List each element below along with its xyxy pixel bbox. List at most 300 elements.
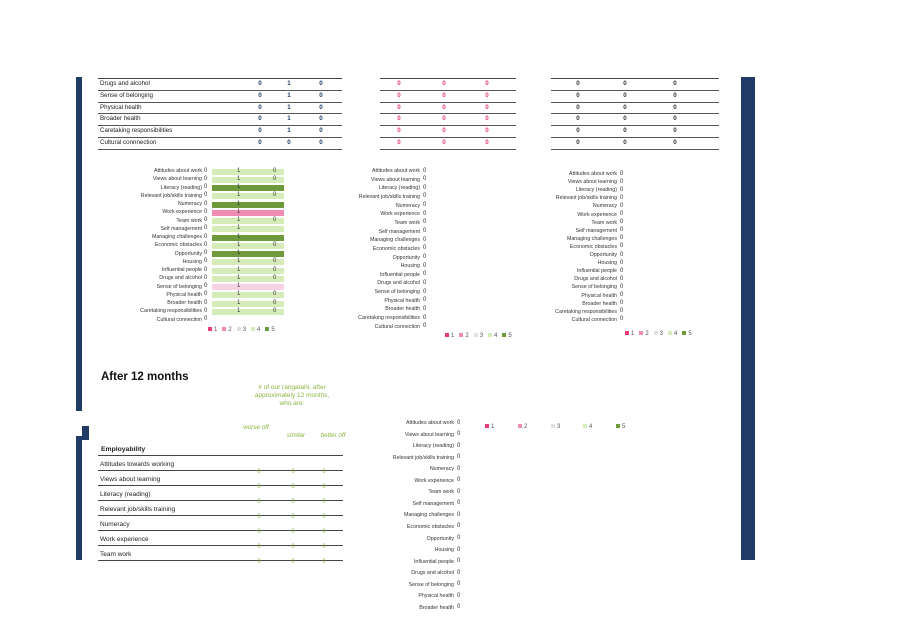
legend-label: 3 [659, 331, 664, 337]
top-table-2 [380, 78, 516, 150]
row-value: 0 [485, 103, 489, 111]
category-label: Economic obstacles [569, 243, 617, 250]
right-value-label: 0 [273, 274, 277, 281]
category-label: Managing challenges [369, 237, 420, 244]
left-value-label: 0 [457, 558, 461, 565]
category-label: Numeracy [177, 201, 202, 207]
category-label: Relevant job/skills training [555, 195, 617, 202]
row-value: 0 [397, 103, 401, 111]
table-row [551, 79, 719, 91]
category-label: Opportunity [589, 252, 617, 258]
row-value: 0 [485, 80, 489, 87]
left-value-label: 0 [457, 535, 461, 541]
row-value: 0 [485, 138, 489, 146]
left-value-label: 0 [457, 488, 461, 495]
legend-swatch [459, 333, 463, 337]
table-row [98, 91, 342, 103]
bar-value-label: 1 [237, 299, 241, 306]
category-label: Work experience [414, 477, 454, 484]
category-label: Self management [378, 228, 420, 235]
legend-label: 5 [508, 333, 512, 339]
row-value: 0 [258, 115, 262, 123]
category-label: Economic obstacles [372, 245, 420, 252]
row-value: 0 [319, 103, 323, 111]
category-label: Managing challenges [151, 234, 202, 240]
chart-1 [95, 168, 295, 338]
row-value: 0 [322, 499, 326, 505]
table-row [551, 103, 719, 115]
row-value: 0 [257, 484, 261, 490]
left-value-label: 0 [457, 431, 461, 438]
bar-value-label: 1 [237, 167, 241, 174]
category-label: Self management [412, 500, 454, 507]
legend-label: 2 [645, 331, 649, 337]
legend-label: 3 [479, 333, 484, 339]
chart-bar [212, 235, 284, 241]
row-value: 0 [291, 559, 295, 565]
left-value-label: 0 [423, 219, 427, 226]
row-value: 0 [257, 529, 261, 535]
left-value-label: 0 [204, 283, 208, 289]
row-value: 0 [397, 91, 401, 99]
row-label: Numeracy [100, 521, 130, 528]
legend-item [546, 424, 560, 430]
left-value-label: 0 [620, 283, 624, 290]
right-value-label: 0 [273, 266, 277, 273]
category-label: Broader health [419, 604, 454, 611]
row-value: 0 [397, 115, 401, 123]
row-label: Broader health [100, 115, 141, 123]
row-value: 0 [673, 138, 677, 146]
left-value-label: 0 [457, 604, 461, 611]
row-value: 0 [442, 103, 446, 111]
category-label: Managing challenges [566, 235, 617, 242]
row-value: 0 [319, 115, 323, 123]
row-value: 1 [287, 91, 291, 99]
category-label: Housing [597, 260, 617, 267]
bar-value-label: 1 [237, 175, 241, 182]
legend-swatch [518, 424, 522, 428]
category-label: Broader health [167, 300, 202, 306]
left-value-label: 0 [457, 442, 461, 449]
row-value: 0 [258, 103, 262, 111]
left-value-label: 0 [620, 275, 624, 282]
legend-swatch [445, 333, 449, 337]
legend-swatch [237, 327, 241, 331]
legend-swatch [616, 424, 620, 428]
category-label: Cultural connection [571, 316, 617, 323]
left-value-label: 0 [204, 299, 208, 306]
category-label: Sense of belonging [374, 289, 420, 296]
category-label: Work experience [162, 209, 202, 216]
row-value: 0 [322, 529, 326, 535]
bar-value-label: 1 [237, 208, 241, 215]
table-row [551, 91, 719, 103]
right-accent-bar [741, 77, 755, 560]
row-value: 0 [258, 91, 262, 99]
chart-bar [212, 210, 284, 216]
left-value-label: 0 [457, 465, 461, 472]
row-value: 0 [319, 127, 323, 135]
left-value-label: 0 [620, 178, 624, 185]
row-value: 0 [442, 80, 446, 87]
category-label: Physical health [166, 291, 202, 298]
row-value: 0 [287, 138, 291, 146]
bar-value-label: 1 [237, 241, 241, 248]
left-value-label: 0 [423, 202, 427, 209]
table-row [551, 138, 719, 150]
row-value: 0 [623, 80, 627, 87]
legend-label: 5 [688, 331, 692, 337]
left-value-label: 0 [204, 307, 208, 314]
legend-swatch [639, 331, 643, 335]
category-label: Views about learning [152, 176, 202, 183]
table-row [551, 126, 719, 138]
left-value-label: 0 [204, 184, 208, 190]
table-row [98, 516, 343, 535]
row-value: 0 [257, 559, 261, 565]
bar-value-label: 1 [237, 225, 241, 232]
category-label: Influential people [379, 271, 420, 278]
legend-swatch [502, 333, 506, 337]
legend-swatch [474, 333, 478, 337]
left-value-label: 0 [423, 323, 427, 330]
legend-label: 5 [271, 327, 275, 333]
legend-label: 1 [491, 424, 495, 430]
left-value-label: 0 [423, 297, 427, 304]
row-value: 0 [485, 127, 489, 135]
category-label: Economic obstacles [154, 242, 202, 249]
left-value-label: 0 [423, 254, 427, 260]
left-value-label: 0 [620, 316, 624, 323]
left-value-label: 0 [457, 581, 461, 588]
table-row [98, 501, 343, 520]
table-row [98, 138, 342, 150]
row-label: Views about learning [100, 476, 161, 483]
chart-legend [620, 331, 692, 337]
right-value-label: 0 [273, 167, 277, 174]
bar-value-label: 1 [237, 307, 241, 314]
left-value-label: 0 [620, 211, 624, 217]
left-value-label: 0 [620, 202, 624, 209]
row-value: 0 [257, 469, 261, 475]
top-table-1 [98, 78, 342, 150]
table-row [98, 126, 342, 138]
category-label: Cultural connection [156, 316, 202, 323]
left-value-label: 0 [457, 477, 461, 484]
category-label: Economic obstacles [406, 523, 454, 530]
section-heading: After 12 months [101, 371, 189, 383]
left-value-label: 0 [423, 305, 427, 312]
row-value: 0 [576, 80, 580, 87]
left-value-label: 0 [423, 167, 427, 174]
legend-label: 3 [557, 424, 561, 430]
right-value-label: 0 [273, 299, 277, 306]
category-label: Numeracy [429, 466, 454, 473]
left-value-label: 0 [204, 225, 208, 232]
right-value-label: 0 [273, 192, 277, 199]
chart-2 [345, 168, 545, 343]
category-label: Relevant job/skills training [392, 454, 454, 461]
left-accent-bar-bottom [76, 436, 82, 560]
left-value-label: 0 [620, 300, 624, 307]
category-label: Housing [400, 263, 420, 270]
category-label: Opportunity [392, 254, 420, 261]
legend-label: 1 [214, 327, 218, 333]
legend-label: 4 [674, 331, 678, 337]
left-value-label: 0 [620, 251, 624, 258]
right-value-label: 0 [273, 291, 277, 298]
left-value-label: 0 [204, 217, 208, 223]
category-label: Managing challenges [403, 512, 454, 519]
legend-swatch [654, 331, 658, 335]
top-table-3 [551, 78, 719, 150]
row-value: 0 [322, 559, 326, 565]
category-label: Sense of belonging [408, 581, 454, 588]
left-value-label: 0 [204, 241, 208, 248]
right-value-label: 0 [273, 258, 277, 265]
category-label: Work experience [380, 211, 420, 218]
row-value: 0 [673, 103, 677, 111]
row-value: 0 [623, 138, 627, 146]
legend-label: 2 [465, 333, 469, 339]
category-label: Relevant job/skills training [358, 193, 420, 200]
table-row [98, 486, 343, 505]
category-label: Literacy (reading) [412, 443, 454, 450]
left-value-label: 0 [457, 419, 461, 426]
category-label: Drugs and alcohol [411, 570, 454, 577]
row-value: 0 [623, 91, 627, 99]
category-label: Drugs and alcohol [574, 276, 617, 283]
left-value-label: 0 [423, 279, 427, 286]
legend-swatch [488, 333, 492, 337]
row-value: 0 [322, 469, 326, 475]
left-value-label: 0 [204, 266, 208, 273]
row-value: 0 [322, 484, 326, 490]
left-value-label: 0 [457, 511, 461, 518]
left-value-label: 0 [423, 288, 427, 295]
legend-swatch [208, 327, 212, 331]
left-value-label: 0 [620, 292, 624, 298]
chart-4 [375, 420, 575, 630]
left-value-label: 0 [620, 267, 624, 274]
chart-bar [212, 226, 284, 232]
row-value: 0 [257, 499, 261, 505]
row-label: Drugs and alcohol [100, 80, 150, 87]
left-value-label: 0 [204, 291, 208, 298]
left-value-label: 0 [204, 258, 208, 265]
row-value: 0 [319, 91, 323, 99]
category-label: Housing [434, 547, 454, 554]
row-value: 0 [258, 80, 262, 87]
left-value-label: 0 [620, 243, 624, 250]
left-value-label: 0 [204, 208, 208, 215]
table-row [98, 103, 342, 115]
table-row [380, 79, 516, 91]
row-value: 0 [257, 544, 261, 550]
category-label: Housing [182, 258, 202, 265]
table-row [380, 114, 516, 126]
category-label: Team work [591, 219, 617, 226]
left-value-label: 0 [620, 219, 624, 226]
table-row [380, 103, 516, 115]
category-label: Relevant job/skills training [140, 192, 202, 199]
bar-value-label: 1 [237, 192, 241, 199]
left-value-label: 0 [620, 186, 624, 193]
col-worse-off: worse off [243, 424, 269, 431]
category-label: Drugs and alcohol [159, 275, 202, 282]
section-note: # of our rangatahi, after approximately 12 months, who are: [254, 384, 330, 407]
row-value: 0 [397, 138, 401, 146]
legend-swatch [668, 331, 672, 335]
left-value-label: 0 [204, 167, 208, 174]
row-value: 0 [576, 91, 580, 99]
category-label: Opportunity [426, 535, 454, 542]
chart-legend [203, 327, 275, 333]
category-label: Self management [160, 225, 202, 232]
left-value-label: 0 [423, 210, 427, 217]
category-label: Team work [428, 489, 454, 496]
category-label: Work experience [577, 211, 617, 218]
row-value: 0 [623, 127, 627, 135]
category-label: Numeracy [592, 203, 617, 210]
row-value: 0 [291, 514, 295, 520]
left-value-label: 0 [204, 250, 208, 256]
category-label: Numeracy [395, 202, 420, 209]
right-value-label: 0 [273, 217, 277, 223]
table-row [98, 114, 342, 126]
right-value-label: 0 [273, 241, 277, 248]
row-value: 0 [576, 138, 580, 146]
row-value: 0 [485, 115, 489, 123]
row-value: 0 [319, 80, 323, 87]
category-label: Influential people [413, 558, 454, 565]
category-label: Physical health [384, 297, 420, 304]
row-value: 0 [258, 138, 262, 146]
left-accent-tab [82, 426, 89, 440]
legend-label: 2 [228, 327, 232, 333]
left-value-label: 0 [620, 170, 624, 177]
left-value-label: 0 [620, 308, 624, 315]
col-similar: similar [286, 432, 306, 439]
row-value: 1 [287, 127, 291, 135]
left-value-label: 0 [423, 236, 427, 243]
left-value-label: 0 [423, 176, 427, 183]
table-row [98, 546, 343, 565]
legend-swatch [265, 327, 269, 331]
left-accent-bar-top [76, 77, 82, 411]
row-value: 0 [673, 80, 677, 87]
legend-swatch [583, 424, 587, 428]
row-label: Sense of belonging [100, 91, 153, 99]
row-value: 0 [257, 514, 261, 520]
category-label: Caretaking responsibilities [358, 315, 420, 322]
chart-bar [212, 185, 284, 191]
chart-bar [212, 251, 284, 257]
legend-label: 4 [494, 333, 498, 339]
row-value: 0 [673, 127, 677, 135]
left-value-label: 0 [423, 245, 427, 252]
row-label: Relevant job/skills training [100, 506, 176, 513]
left-value-label: 0 [423, 184, 427, 191]
row-value: 0 [442, 127, 446, 135]
left-value-label: 0 [204, 233, 208, 240]
left-value-label: 0 [423, 314, 427, 321]
category-label: Physical health [418, 593, 454, 600]
chart-legend [440, 333, 512, 339]
category-label: Influential people [576, 268, 617, 275]
row-value: 0 [673, 91, 677, 99]
legend-label: 1 [451, 333, 455, 339]
bar-value-label: 1 [237, 266, 241, 273]
left-value-label: 0 [423, 193, 427, 200]
left-value-label: 0 [204, 200, 208, 207]
category-label: Influential people [161, 267, 202, 273]
category-label: Drugs and alcohol [377, 280, 420, 287]
category-label: Cultural connection [374, 323, 420, 330]
table-row [380, 126, 516, 138]
row-value: 0 [397, 127, 401, 135]
legend-label: 2 [524, 424, 528, 430]
row-label: Physical health [100, 103, 142, 111]
left-value-label: 0 [620, 259, 624, 266]
category-label: Self management [575, 227, 617, 234]
row-value: 0 [322, 514, 326, 520]
chart-3 [540, 171, 740, 341]
row-value: 0 [397, 80, 401, 87]
left-value-label: 0 [204, 316, 208, 322]
row-value: 0 [291, 529, 295, 535]
category-label: Broader health [385, 306, 420, 313]
category-label: Physical health [581, 292, 617, 299]
table-row [98, 79, 342, 91]
left-value-label: 0 [457, 546, 461, 553]
row-value: 0 [291, 484, 295, 490]
chart-bar [212, 202, 284, 208]
category-label: Literacy (reading) [575, 187, 617, 194]
row-value: 0 [322, 544, 326, 550]
left-value-label: 0 [620, 227, 624, 234]
category-label: Literacy (reading) [378, 185, 420, 192]
legend-swatch [222, 327, 226, 331]
category-label: Caretaking responsibilities [140, 308, 202, 315]
col-better-off: better off [320, 432, 346, 439]
row-label: Attitudes towards working [100, 461, 175, 468]
bar-value-label: 1 [237, 291, 241, 298]
category-label: Caretaking responsibilities [555, 308, 617, 315]
bar-value-label: 1 [237, 233, 241, 240]
legend-label: 4 [589, 424, 593, 430]
chart-bar [212, 284, 284, 290]
table-row [98, 471, 343, 490]
left-value-label: 0 [204, 274, 208, 281]
left-value-label: 0 [457, 500, 461, 507]
legend-label: 1 [631, 331, 635, 337]
left-value-label: 0 [423, 262, 427, 269]
left-value-label: 0 [457, 569, 461, 576]
category-label: Literacy (reading) [160, 184, 202, 191]
right-value-label: 0 [273, 307, 277, 314]
category-label: Team work [176, 217, 202, 224]
row-value: 0 [291, 469, 295, 475]
category-label: Team work [394, 219, 420, 226]
table-row [380, 138, 516, 150]
bar-value-label: 1 [237, 217, 241, 223]
row-value: 0 [291, 544, 295, 550]
left-value-label: 0 [457, 523, 461, 530]
legend-item [513, 424, 527, 430]
legend-item [578, 424, 592, 430]
